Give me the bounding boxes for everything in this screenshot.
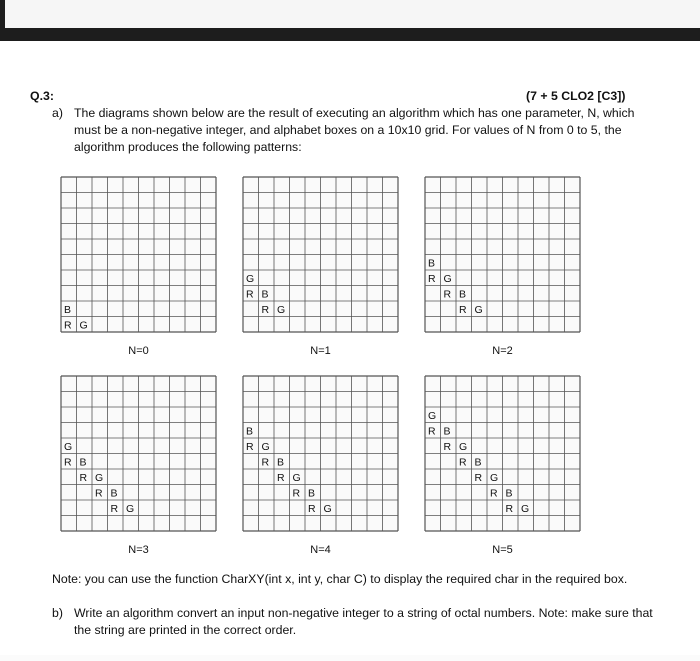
grid-letter-b: B xyxy=(308,487,316,500)
grid-letter-r: R xyxy=(246,441,254,453)
grid-caption: N=1 xyxy=(310,345,331,357)
grid-letter-r: R xyxy=(428,273,436,285)
part-a-label: a) xyxy=(52,106,63,120)
grid-letter-b: B xyxy=(428,257,436,270)
grid-letter-r: R xyxy=(110,503,119,515)
grid-letter-b: B xyxy=(246,425,254,438)
grid-letter-g: G xyxy=(261,441,270,453)
part-b-text: Write an algorithm convert an input non-negative integer to a string of octal numbers. Note: make sure that the string are printed in the correct order. xyxy=(74,606,653,637)
grid-caption: N=2 xyxy=(492,345,513,357)
grid-letter-r: R xyxy=(505,503,514,515)
grid-n0 xyxy=(61,177,216,357)
grid-letter-b: B xyxy=(79,456,87,469)
grid-caption: N=5 xyxy=(492,544,513,556)
grid-letter-b: B xyxy=(110,487,118,500)
grid-letter-b: B xyxy=(261,288,269,301)
bottom-strip xyxy=(0,655,700,661)
grid-letter-g: G xyxy=(277,304,286,316)
grid-n1 xyxy=(243,177,398,357)
grid-letter-r: R xyxy=(261,304,270,316)
part-a-text: The diagrams shown below are the result of executing an algorithm which has one parameter, N, which must be a non-negative integer, and alphabet boxes on a 10x10 grid. For values of N from 0 to 5, the algorithm produces the following patterns: xyxy=(74,106,635,154)
grid-letter-g: G xyxy=(64,441,73,453)
grid-letter-g: G xyxy=(95,472,104,484)
grid-letter-g: G xyxy=(428,410,437,422)
grid-letter-g: G xyxy=(459,441,468,453)
grid-letter-g: G xyxy=(443,273,452,285)
grid-letter-r: R xyxy=(443,441,452,453)
grid-letter-r: R xyxy=(64,456,72,469)
grid-letter-r: R xyxy=(459,456,467,469)
grid-n5 xyxy=(425,376,580,556)
grid-letter-r: R xyxy=(443,288,452,301)
grid-letter-g: G xyxy=(323,503,332,515)
grid-letter-g: G xyxy=(246,273,255,285)
grid-letter-g: G xyxy=(126,503,135,515)
note-text: Note: you can use the function CharXY(int x, int y, char C) to display the required char in the required box. xyxy=(52,572,628,586)
part-b-label: b) xyxy=(52,606,63,620)
grid-letter-g: G xyxy=(79,319,88,332)
grid-letter-b: B xyxy=(443,425,451,438)
grid-letter-r: R xyxy=(459,304,467,316)
grid-letter-r: R xyxy=(79,472,88,484)
grid-n4 xyxy=(243,376,398,556)
grid-letter-g: G xyxy=(474,304,483,316)
grid-letter-r: R xyxy=(261,456,270,469)
grid-letter-r: R xyxy=(292,487,301,500)
question-marks: (7 + 5 CLO2 [C3]) xyxy=(526,89,626,103)
grid-letter-r: R xyxy=(95,487,103,500)
grid-caption: N=3 xyxy=(128,544,149,556)
grid-letter-r: R xyxy=(277,472,285,484)
grid-letter-g: G xyxy=(490,472,499,484)
grid-letter-r: R xyxy=(246,288,254,301)
grid-letter-b: B xyxy=(64,304,72,316)
grid-letter-r: R xyxy=(474,472,483,484)
grid-letter-r: R xyxy=(490,487,498,500)
grid-letter-g: G xyxy=(521,503,530,515)
question-number: Q.3: xyxy=(30,89,54,103)
grid-n3 xyxy=(61,376,216,556)
grid-letter-r: R xyxy=(64,319,72,332)
grid-caption: N=0 xyxy=(128,345,149,357)
grid-letter-b: B xyxy=(459,288,467,301)
grid-letter-r: R xyxy=(308,503,316,515)
grid-letter-b: B xyxy=(277,456,285,469)
grid-letter-g: G xyxy=(292,472,301,484)
grid-letter-b: B xyxy=(505,487,513,500)
grid-letter-r: R xyxy=(428,425,436,438)
grid-letter-b: B xyxy=(474,456,482,469)
grid-caption: N=4 xyxy=(310,544,331,556)
grid-n2 xyxy=(425,177,580,357)
